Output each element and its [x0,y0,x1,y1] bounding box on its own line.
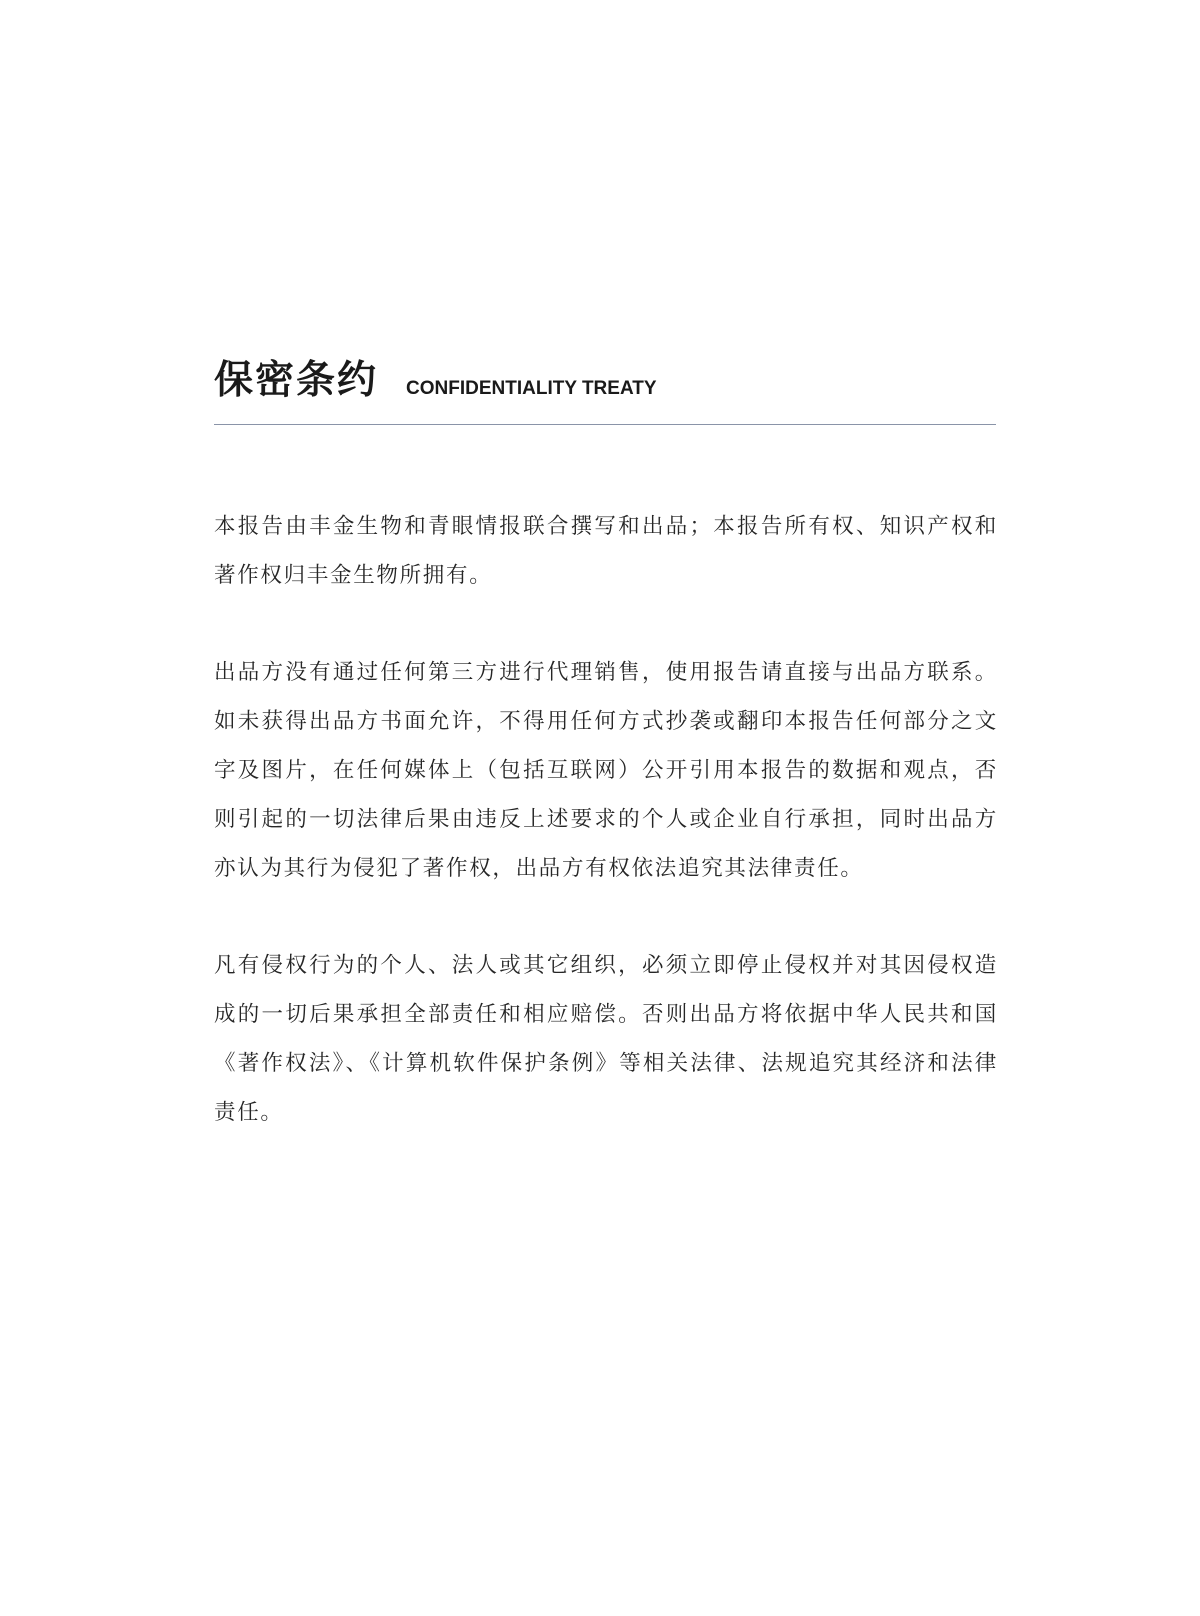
page-title: 保密条约 [214,358,379,403]
section-heading [214,354,996,404]
paragraph-infringement-liability: 凡有侵权行为的个人、法人或其它组织，必须立即停止侵权并对其因侵权造成的一切后果承担全部责任和相应赔偿。否则出品方将依据中华人民共和国《著作权法》、《计算机软件保护条例》等相关法律、法规追究其经济和法律责任。 [214,953,998,1125]
body-text [214,502,998,1185]
paragraph-usage-restrictions: 出品方没有通过任何第三方进行代理销售，使用报告请直接与出品方联系。如未获得出品方书面允许，不得用任何方式抄袭或翻印本报告任何部分之文字及图片，在任何媒体上（包括互联网）公开引用本报告的数据和观点，否则引起的一切法律后果由违反上述要求的个人或企业自行承担，同时出品方亦认为其行为侵犯了著作权，出品方有权依法追究其法律责任。 [214,660,998,881]
page-subtitle: CONFIDENTIALITY TREATY [406,378,657,399]
heading-divider [214,424,996,425]
paragraph-ownership: 本报告由丰金生物和青眼情报联合撰写和出品；本报告所有权、知识产权和著作权归丰金生物所拥有。 [214,514,998,588]
